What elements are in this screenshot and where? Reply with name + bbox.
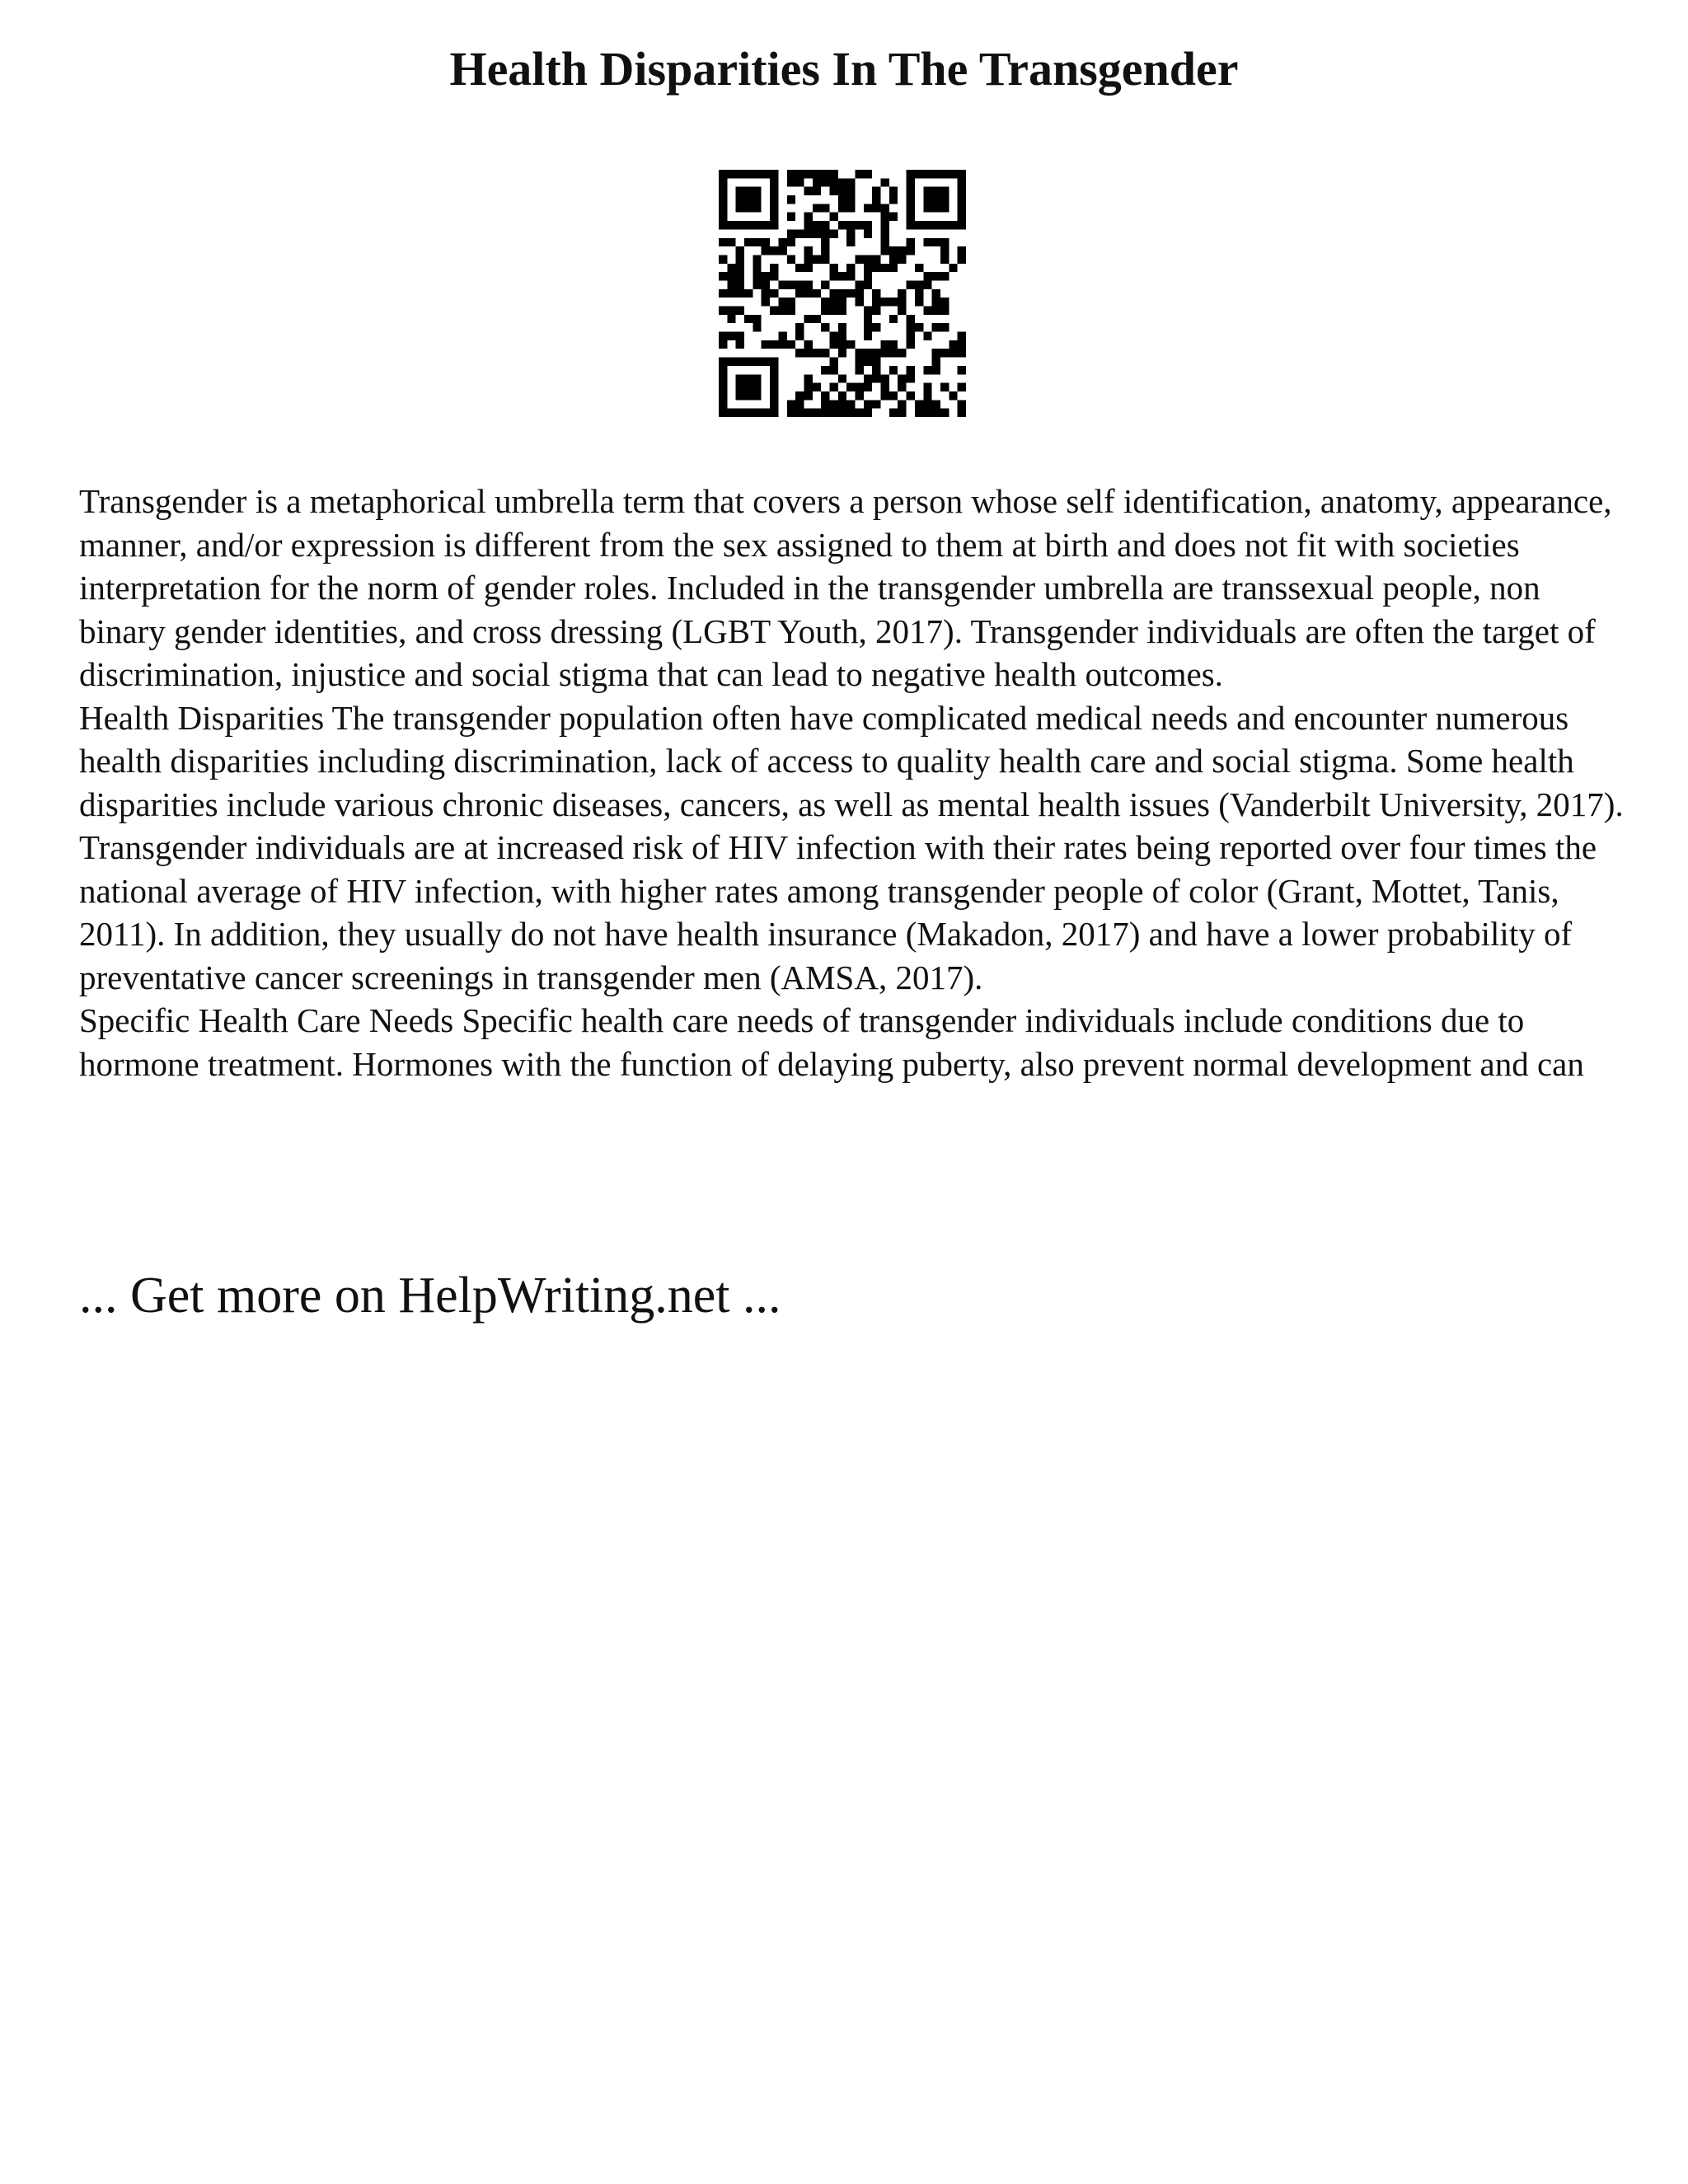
document-title: Health Disparities In The Transgender xyxy=(449,42,1239,96)
paragraph-health-disparities: Health Disparities The transgender population often have complicated medical needs and encounter numerous health disparities including discrimination, lack of access to quality health care and social stigma. Some health disparities include various chronic diseases, cancers, as well as mental health issues (Vanderbilt University, 2017). Transgender individuals are at increased risk of HIV infection with their rates being reported over four times the national average of HIV infection, with higher rates among transgender people of color (Grant, Mottet, Tanis, 2011). In addition, they usually do not have health insurance (Makadon, 2017) and have a lower probability of preventative cancer screenings in transgender men (AMSA, 2017). xyxy=(79,698,1624,996)
qr-code-icon xyxy=(719,170,966,417)
get-more-link[interactable]: ... Get more on HelpWriting.net ... xyxy=(79,1268,781,1324)
paragraph-health-care-needs: Specific Health Care Needs Specific health care needs of transgender individuals include conditions due to hormone treatment. Hormones with the function of delaying puberty, also prevent normal development and can xyxy=(79,1001,1584,1083)
body-text xyxy=(79,480,1629,1085)
paragraph-intro: Transgender is a metaphorical umbrella term that covers a person whose self identification, anatomy, appearance, manner, and/or expression is different from the sex assigned to them at birth and does not fit with societies interpretation for the norm of gender roles. Included in the transgender umbrella are transsexual people, non binary gender identities, and cross dressing (LGBT Youth, 2017). Transgender individuals are often the target of discrimination, injustice and social stigma that can lead to negative health outcomes. xyxy=(79,482,1612,693)
